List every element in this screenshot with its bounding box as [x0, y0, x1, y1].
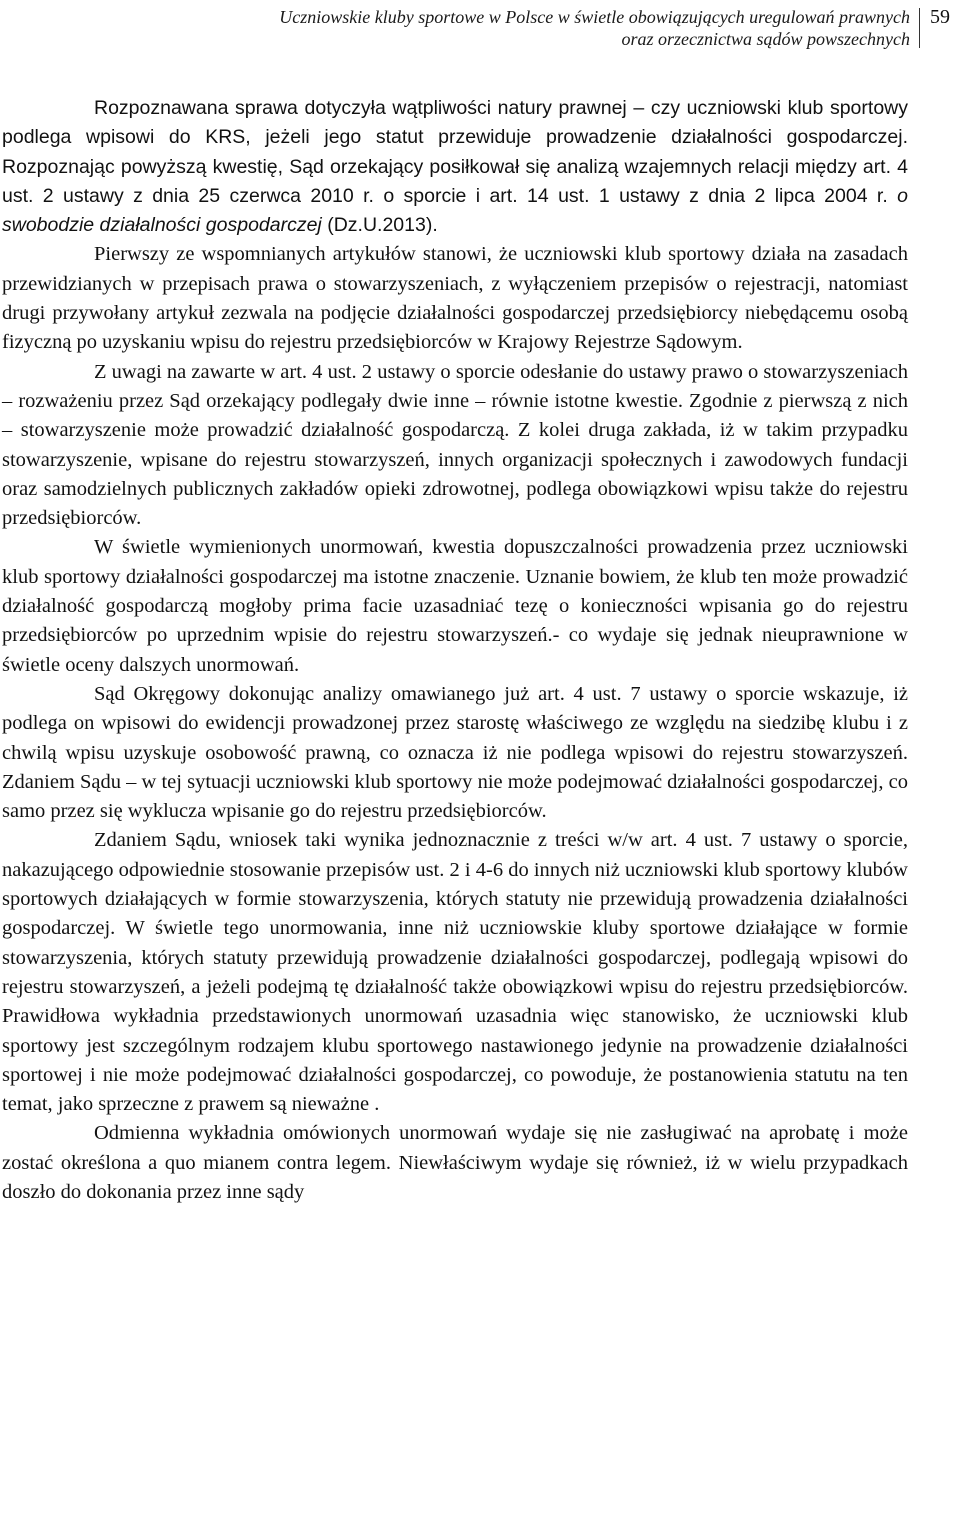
body-text [2, 94, 908, 1207]
paragraph-3: Z uwagi na zawarte w art. 4 ust. 2 ustawy o sporcie odesłanie do ustawy prawo o stowarzyszeniach – rozważeniu przez Sąd orzekający podlegały dwie inne – równie istotne kwestie. Zgodnie z pierwszą z nich – stowarzyszenie może prowadzić działalność gospodarczą. Z kolei druga zakłada, iż w takim przypadku stowarzyszenie, wpisane do rejestru stowarzyszeń, innych organizacji społecznych i zawodowych fundacji oraz samodzielnych publicznych zakładów opieki zdrowotnej, podlega obowiązkowi wpisu także do rejestru przedsiębiorców. [2, 360, 908, 530]
paragraph-1-text: Rozpoznawana sprawa dotyczyła wątpliwości natury prawnej – czy uczniowski klub sportowy podlega wpisowi do KRS, jeżeli jego statut przewiduje prowadzenie działalności gospodarczej. Rozpoznając powyższą kwestię, Sąd orzekający posiłkował się analizą wzajemnych relacji między art. 4 ust. 2 ustawy z dnia 25 czerwca 2010 r. o sporcie i art. 14 ust. 1 ustawy z dnia 2 lipca 2004 r. [2, 97, 908, 207]
paragraph-1 [2, 94, 908, 240]
paragraph-7: Odmienna wykładnia omówionych unormowań wydaje się nie zasługiwać na aprobatę i może zostać określona a quo mianem contra legem. Niewłaściwym wydaje się również, iż w wielu przypadkach doszło do dokonania przez inne sądy [2, 1122, 908, 1203]
paragraph-2: Pierwszy ze wspomnianych artykułów stanowi, że uczniowski klub sportowy działa na zasadach przewidzianych w przepisach prawa o stowarzyszeniach, z wyłączeniem przepisów o rejestracji, natomiast drugi przywołany artykuł zezwala na podjęcie działalności gospodarczej przedsiębiorcy niebędącemu osobą fizyczną po uzyskaniu wpisu do rejestru przedsiębiorców w Krajowy Rejestrze Sądowym. [2, 243, 908, 354]
running-title-line-1: Uczniowskie kluby sportowe w Polsce w świetle obowiązujących uregulowań prawnych [279, 7, 910, 27]
paragraph-1-citation: (Dz.U.2013). [321, 214, 438, 237]
paragraph-6: Zdaniem Sądu, wniosek taki wynika jednoznacznie z treści w/w art. 4 ust. 7 ustawy o sporcie, nakazującego odpowiednie stosowanie przepisów ust. 2 i 4-6 do innych niż uczniowski klub sportowy klubów sportowych działających w formie stowarzyszenia, których statuty nie przewidują prowadzenia działalności gospodarczej. W świetle tego unormowania, inne niż uczniowskie kluby sportowe działające w formie stowarzyszenia, których statuty przewidują prowadzenie działalności gospodarczej, podlegają wpisowi do rejestru stowarzyszeń, a jeżeli podejmą tę działalność także obowiązkowi wpisu do rejestru przedsiębiorców. Prawidłowa wykładnia przedstawionych unormowań uzasadnia więc stanowisko, że uczniowski klub sportowy jest szczególnym rodzajem klubu sportowego nastawionego jedynie na prowadzenie działalności sportowej i nie może podejmować działalności gospodarczej, co powoduje, że postanowienia statutu na ten temat, jako sprzeczne z prawem są nieważne . [2, 829, 908, 1116]
paragraph-5: Sąd Okręgowy dokonując analizy omawianego już art. 4 ust. 7 ustawy o sporcie wskazuje, iż podlega on wpisowi do ewidencji prowadzonej przez starostę właściwego ze względu na siedzibę klubu i z chwilą wpisu uzyskuje osobowość prawną, co oznacza iż nie podlega wpisowi do rejestru stowarzyszeń. Zdaniem Sądu – w tej sytuacji uczniowski klub sportowy nie może podejmować działalności gospodarczej, co samo przez się wyklucza wpisanie go do rejestru przedsiębiorców. [2, 682, 908, 823]
running-title [90, 6, 910, 50]
page-header [0, 6, 960, 50]
paragraph-1-act-title: o swobodzie działalności gospodarczej [2, 184, 908, 237]
paragraph-4: W świetle wymienionych unormowań, kwestia dopuszczalności prowadzenia przez uczniowski klub sportowy działalności gospodarczej ma istotne znaczenie. Uznanie bowiem, że klub ten może prowadzić działalność gospodarczą mogłoby prima facie uzasadniać tezę o konieczności wpisania go do rejestru przedsiębiorców po uprzednim wpisie do rejestru stowarzyszeń.- co wydaje się jednak nieuprawnione w świetle oceny dalszych unormowań. [2, 536, 908, 676]
running-title-line-2: oraz orzecznictwa sądów powszechnych [621, 29, 910, 49]
page-number: 59 [930, 6, 950, 28]
